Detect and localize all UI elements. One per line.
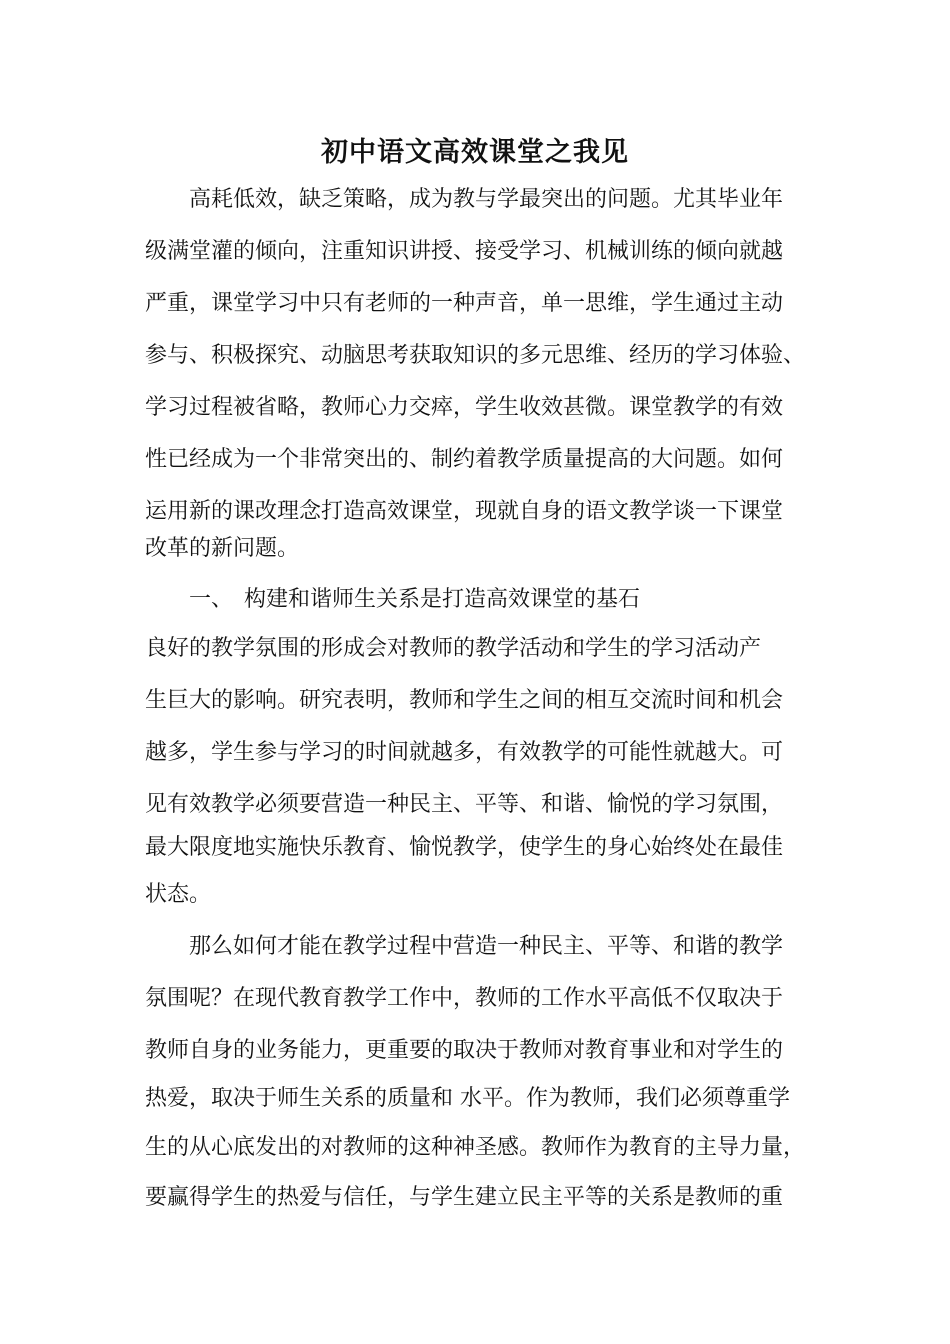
text-line: 越多，学生参与学习的时间就越多，有效教学的可能性就越大。可 [145,740,784,765]
text-line: 最大限度地实施快乐教育、愉悦教学，使学生的身心始终处在最佳 [145,835,784,860]
document-title: 初中语文高效课堂之我见 [321,137,629,168]
text-line: 状态。 [145,882,212,907]
text-line: 高耗低效，缺乏策略，成为教与学最突出的问题。尤其毕业年 [145,187,784,212]
text-line: 生巨大的影响。研究表明，教师和学生之间的相互交流时间和机会 [145,688,784,713]
text-line: 良好的教学氛围的形成会对教师的教学活动和学生的学习活动产 [145,636,762,661]
text-line: 要赢得学生的热爱与信任，与学生建立民主平等的关系是教师的重 [145,1185,784,1210]
text-line: 级满堂灌的倾向，注重知识讲授、接受学习、机械训练的倾向就越 [145,239,784,264]
text-line: 学习过程被省略，教师心力交瘁，学生收效甚微。课堂教学的有效 [145,395,784,420]
text-line: 教师自身的业务能力，更重要的取决于教师对教育事业和对学生的 [145,1038,784,1063]
text-line: 严重，课堂学习中只有老师的一种声音，单一思维，学生通过主动 [145,291,784,316]
text-line: 氛围呢？在现代教育教学工作中，教师的工作水平高低不仅取决于 [145,986,784,1011]
text-line: 运用新的课改理念打造高效课堂，现就自身的语文教学谈一下课堂 [145,499,784,524]
text-line: 性已经成为一个非常突出的、制约着教学质量提高的大问题。如何 [145,447,784,472]
text-line: 改革的新问题。 [145,536,300,561]
text-line: 那么如何才能在教学过程中营造一种民主、平等、和谐的教学 [145,934,784,959]
text-line: 见有效教学必须要营造一种民主、平等、和谐、愉悦的学习氛围， [145,792,784,817]
section-heading: 一、 构建和谐师生关系是打造高效课堂的基石 [145,587,641,612]
text-line: 参与、积极探究、动脑思考获取知识的多元思维、经历的学习体验、 [145,343,806,368]
text-line: 生的从心底发出的对教师的这种神圣感。教师作为教育的主导力量， [145,1135,806,1160]
text-line: 热爱，取决于师生关系的质量和 水平。作为教师，我们必须尊重学 [145,1086,790,1111]
